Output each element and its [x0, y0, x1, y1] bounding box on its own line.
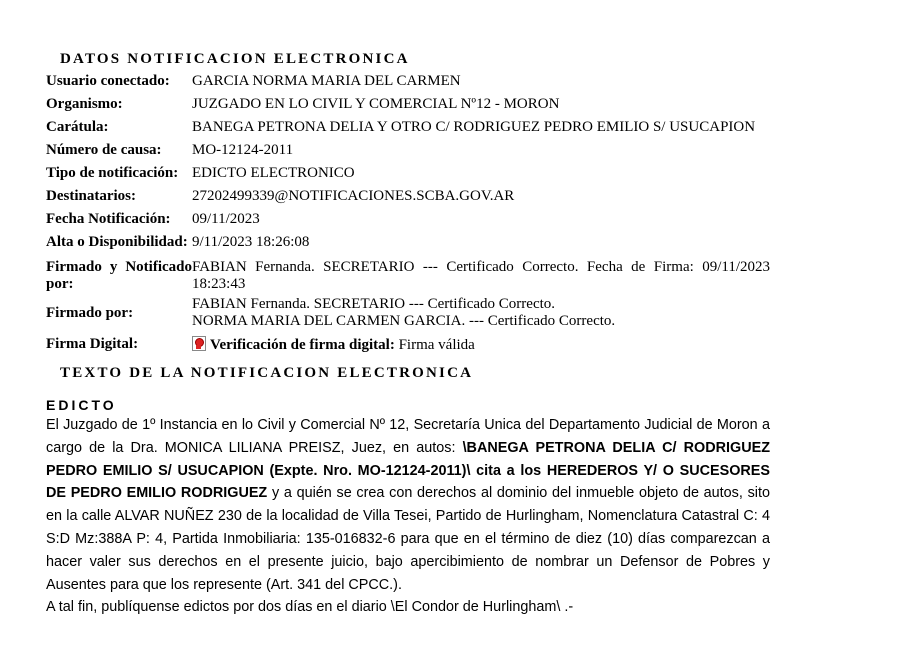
edicto-p1-intro: El Juzgado de 1º Instancia en lo Civil y Comercial Nº 12, Secretaría Unica del Departamento Judicial de Moron a cargo de la Dra. MONICA LILIANA PREISZ, Juez, en autos:	[46, 417, 770, 456]
row-usuario	[46, 70, 770, 93]
value-firmado-notificado: FABIAN Fernanda. SECRETARIO --- Certificado Correcto. Fecha de Firma: 09/11/2023 18:23:43	[192, 259, 770, 292]
value-firma-digital	[192, 333, 770, 356]
row-fecha	[46, 208, 770, 231]
row-numero	[46, 139, 770, 162]
label-organismo: Organismo:	[46, 96, 123, 112]
verificacion-value: Firma válida	[398, 336, 475, 353]
section-title-texto: TEXTO DE LA NOTIFICACION ELECTRONICA	[60, 365, 474, 381]
value-organismo: JUZGADO EN LO CIVIL Y COMERCIAL Nº12 - MORON	[192, 96, 560, 112]
row-organismo	[46, 93, 770, 116]
firmado-por-line2: NORMA MARIA DEL CARMEN GARCIA. --- Certificado Correcto.	[192, 313, 616, 329]
firmado-por-line1: FABIAN Fernanda. SECRETARIO --- Certificado Correcto.	[192, 296, 556, 312]
edicto-paragraph-2: A tal fin, publíquense edictos por dos días en el diario \El Condor de Hurlingham\ .-	[46, 599, 574, 616]
notification-data-table	[46, 70, 770, 356]
section-title-datos: DATOS NOTIFICACION ELECTRONICA	[60, 51, 410, 67]
label-alta: Alta o Disponibilidad:	[46, 234, 188, 250]
notification-document	[46, 48, 770, 619]
label-usuario: Usuario conectado:	[46, 73, 170, 89]
edicto-p1-bold: \BANEGA PETRONA DELIA C/ RODRIGUEZ PEDRO EMILIO S/ USUCAPION (Expte. Nro. MO-12124-2011)\ cita a los HEREDEROS Y/ O SUCESORES DE PEDRO EMILIO RODRIGUEZ	[46, 439, 770, 502]
row-tipo	[46, 162, 770, 185]
label-firma-digital: Firma Digital:	[46, 336, 139, 352]
edicto-paragraph-1	[46, 414, 770, 596]
row-firmado-por	[46, 293, 770, 333]
edicto-p1-rest: y a quién se crea con derechos al dominio del inmueble objeto de autos, sito en la calle ALVAR NUÑEZ 230 de la localidad de Villa Tesei, Partido de Hurlingham, Nomenclatura Catastral C: 4 S:D Mz:388A P: 4, Partida Inmobiliaria: 135-016832-6 para que en el término de diez (10) días comparezcan a hacer valer sus derechos en el presente juicio, bajo apercibimiento de nombrar un Defensor de Pobres y Ausentes para que los represente (Art. 341 del CPCC.).	[46, 485, 770, 593]
label-destinatarios: Destinatarios:	[46, 188, 136, 204]
label-firmado-notificado: Firmado y Notificado por:	[46, 259, 192, 292]
edicto-body	[46, 414, 770, 619]
value-destinatarios: 27202499339@NOTIFICACIONES.SCBA.GOV.AR	[192, 188, 515, 204]
verificacion-label: Verificación de firma digital:	[210, 336, 395, 353]
label-firmado-notificado-cell	[46, 254, 192, 293]
row-destinatarios	[46, 185, 770, 208]
label-numero: Número de causa:	[46, 142, 162, 158]
row-firmado-notificado	[46, 254, 770, 293]
row-caratula	[46, 116, 770, 139]
label-tipo: Tipo de notificación:	[46, 165, 179, 181]
value-usuario: GARCIA NORMA MARIA DEL CARMEN	[192, 73, 461, 89]
signature-seal-icon	[192, 336, 206, 351]
value-alta: 9/11/2023 18:26:08	[192, 234, 310, 250]
label-fecha: Fecha Notificación:	[46, 211, 171, 227]
row-alta	[46, 231, 770, 254]
label-firmado-por: Firmado por:	[46, 304, 134, 321]
value-firmado-por	[192, 293, 770, 333]
edicto-heading: EDICTO	[46, 397, 117, 413]
value-fecha: 09/11/2023	[192, 211, 260, 227]
value-numero: MO-12124-2011	[192, 142, 294, 158]
label-caratula: Carátula:	[46, 119, 109, 135]
row-firma-digital	[46, 333, 770, 356]
value-caratula: BANEGA PETRONA DELIA Y OTRO C/ RODRIGUEZ PEDRO EMILIO S/ USUCAPION	[192, 119, 756, 135]
value-tipo: EDICTO ELECTRONICO	[192, 165, 355, 181]
